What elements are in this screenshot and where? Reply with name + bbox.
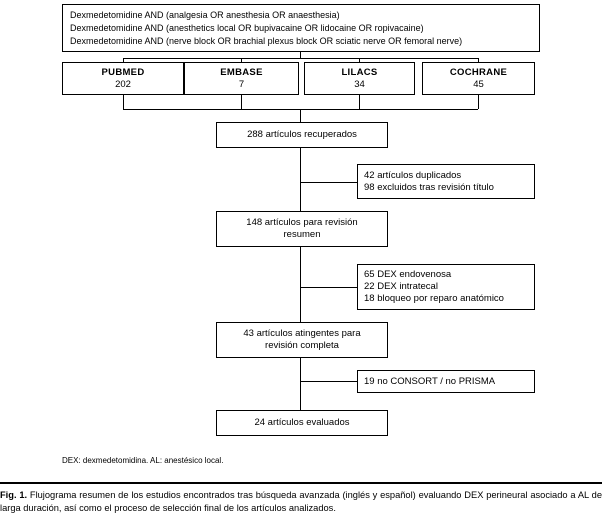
exclusion-1-line-1: 42 artículos duplicados (364, 169, 462, 181)
exclusion-box-3 (357, 370, 535, 393)
step-box-evaluated (216, 410, 388, 436)
figure-caption-label: Fig. 1. (0, 490, 28, 500)
caption-divider (0, 482, 602, 484)
figure-caption (0, 489, 602, 515)
exclusion-2-line-1: 65 DEX endovenosa (364, 269, 452, 280)
exclusion-box-1 (357, 164, 535, 199)
step-abstract-line-1: 148 artículos para revisión (246, 217, 358, 228)
database-box-embase (184, 62, 299, 95)
step-box-retrieved (216, 122, 388, 148)
database-box-lilacs (304, 62, 415, 95)
database-name-lilacs: LILACS (341, 66, 378, 78)
step-retrieved-line-1: 288 artículos recuperados (247, 129, 357, 140)
query-line-2: Dexmedetomidine AND (anesthetics local OR bupivacaine OR lidocaine OR ropivacaine) (70, 23, 424, 33)
connector-retrieved-down (300, 148, 301, 211)
connector-branch-exclusion-1 (300, 182, 357, 183)
connector-abstract-down (300, 247, 301, 322)
figure-legend: DEX: dexmedetomidina. AL: anestésico local. (62, 456, 224, 465)
step-box-full-review (216, 322, 388, 358)
exclusion-1-line-2: 98 excluidos tras revisión título (364, 181, 494, 193)
connector-cochrane-down (478, 95, 479, 109)
database-box-cochrane (422, 62, 535, 95)
step-abstract-line-2: resumen (283, 229, 321, 240)
database-count-embase: 7 (238, 78, 245, 90)
database-count-lilacs: 34 (354, 78, 365, 90)
connector-branch-exclusion-2 (300, 287, 357, 288)
connector-branch-exclusion-3 (300, 381, 357, 382)
exclusion-2-line-3: 18 bloqueo por reparo anatómico (364, 293, 504, 304)
connector-db-bus (123, 58, 478, 59)
connector-pubmed-down (123, 95, 124, 109)
database-name-cochrane: COCHRANE (449, 66, 508, 78)
database-box-pubmed (62, 62, 184, 95)
figure-caption-text: Flujograma resumen de los estudios encontrados tras búsqueda avanzada (inglés y español) evaluando DEX perineural asociado a AL de larga duración, así como el proceso de selección final de los artículos analizados. (0, 490, 602, 513)
connector-merge-to-retrieved (300, 109, 301, 122)
database-name-pubmed: PUBMED (101, 66, 145, 78)
step-full-line-2: revisión completa (265, 340, 339, 351)
exclusion-3-line-1: 19 no CONSORT / no PRISMA (364, 375, 496, 387)
database-count-cochrane: 45 (473, 78, 484, 90)
step-box-abstract-review (216, 211, 388, 247)
search-query-box (62, 4, 540, 52)
database-name-embase: EMBASE (220, 66, 263, 78)
exclusion-box-2 (357, 264, 535, 310)
connector-lilacs-down (359, 95, 360, 109)
connector-embase-down (241, 95, 242, 109)
database-count-pubmed: 202 (115, 78, 131, 90)
query-line-3: Dexmedetomidine AND (nerve block OR brachial plexus block OR sciatic nerve OR femoral nerve) (70, 36, 463, 46)
connector-full-down (300, 358, 301, 410)
step-full-line-1: 43 artículos atingentes para (243, 328, 361, 339)
step-evaluated-line-1: 24 artículos evaluados (254, 417, 350, 428)
query-line-1: Dexmedetomidine AND (analgesia OR anesthesia OR anaesthesia) (70, 10, 340, 20)
exclusion-2-line-2: 22 DEX intratecal (364, 281, 438, 292)
